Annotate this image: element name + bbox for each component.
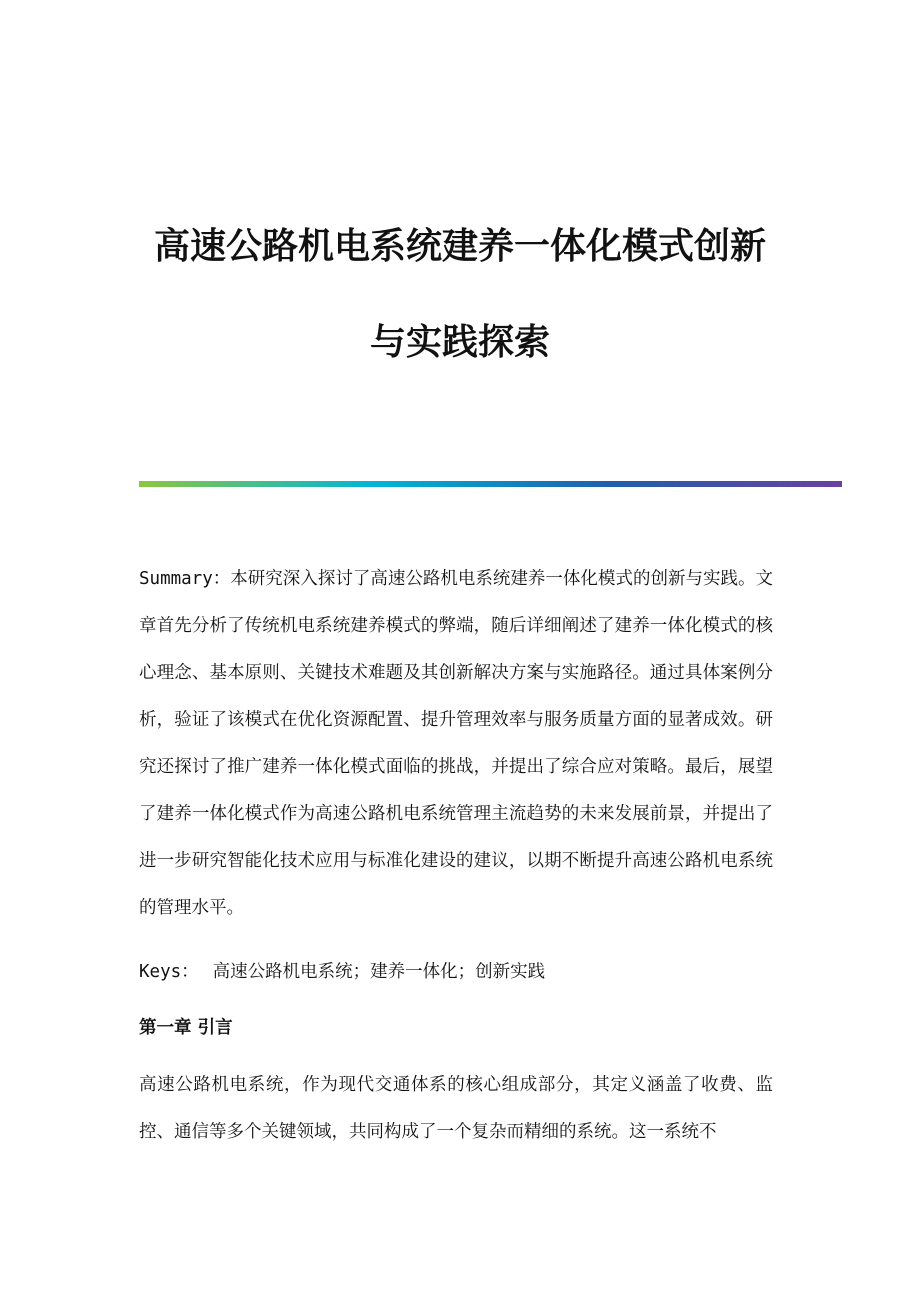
chapter-heading: 第一章 引言	[139, 1018, 233, 1038]
summary-text: 本研究深入探讨了高速公路机电系统建养一体化模式的创新与实践。文章首先分析了传统机电系统建养模式的弊端，随后详细阐述了建养一体化模式的核心理念、基本原则、关键技术难题及其创新解决方案与实施路径。通过具体案例分析，验证了该模式在优化资源配置、提升管理效率与服务质量方面的显著成效。研究还探讨了推广建养一体化模式面临的挑战，并提出了综合应对策略。最后，展望了建养一体化模式作为高速公路机电系统管理主流趋势的未来发展前景，并提出了进一步研究智能化技术应用与标准化建设的建议，以期不断提升高速公路机电系统的管理水平。	[139, 569, 773, 918]
summary-label: Summary：	[139, 569, 231, 589]
keys-value: 高速公路机电系统；建养一体化；创新实践	[212, 962, 546, 982]
summary-paragraph	[139, 556, 773, 932]
keywords-line	[139, 949, 773, 996]
document-title-line-2: 与实践探索	[369, 321, 550, 363]
intro-paragraph: 高速公路机电系统，作为现代交通体系的核心组成部分，其定义涵盖了收费、监控、通信等多个关键领域，共同构成了一个复杂而精细的系统。这一系统不	[139, 1075, 773, 1142]
document-title-line-1: 高速公路机电系统建养一体化模式创新	[153, 225, 766, 267]
gradient-divider	[139, 481, 842, 487]
keys-label: Keys：	[139, 962, 199, 982]
